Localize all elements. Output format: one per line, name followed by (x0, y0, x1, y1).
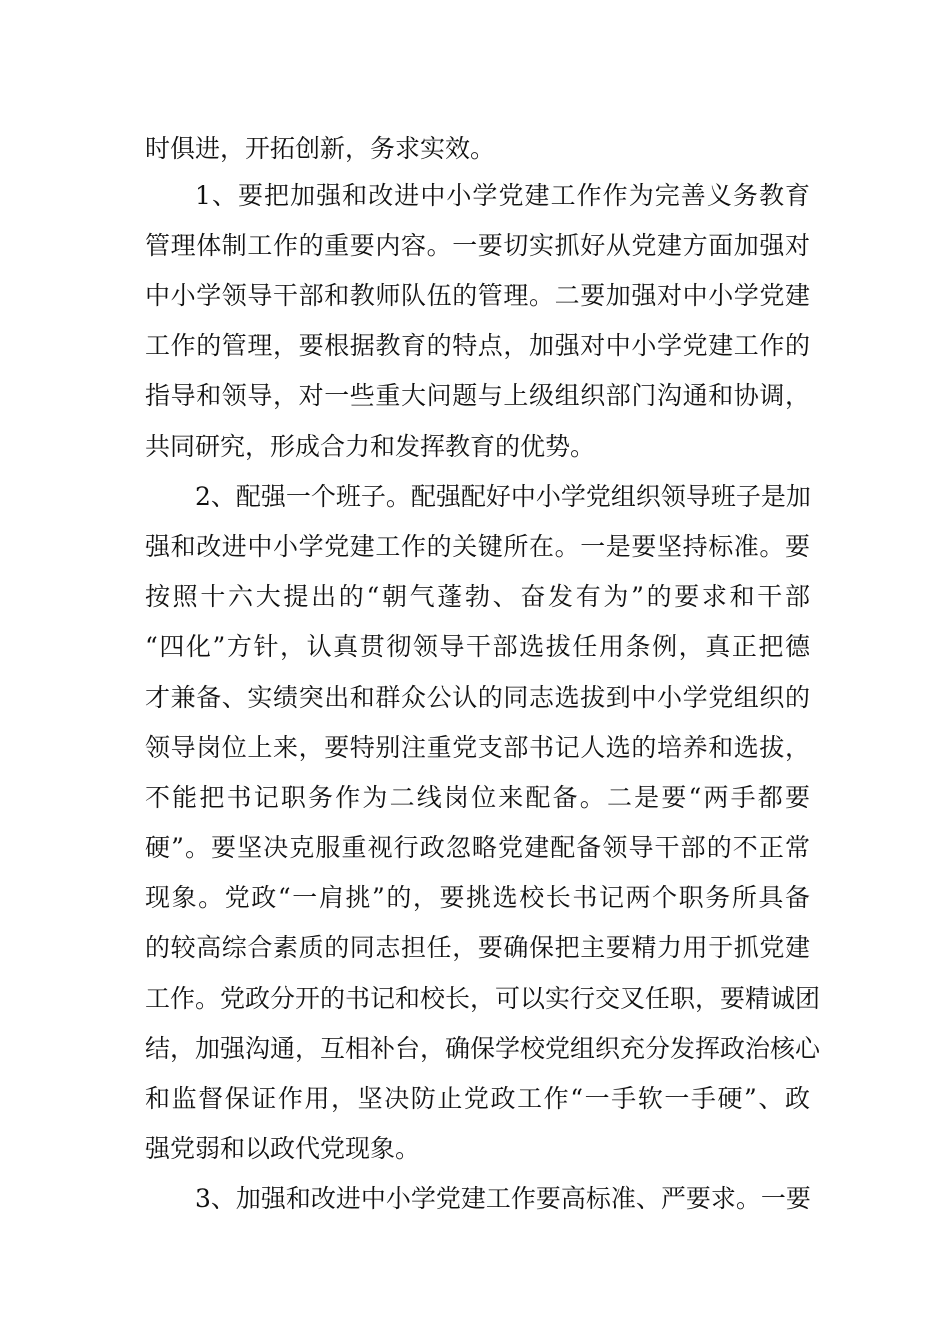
text-line: 才兼备、实绩突出和群众公认的同志选拔到中小学党组织的 (145, 683, 810, 712)
text-line: 按照十六大提出的“朝气蓬勃、奋发有为”的要求和干部 (145, 582, 810, 611)
text-line: 现象。党政“一肩挑”的，要挑选校长书记两个职务所具备 (145, 883, 810, 912)
text-line: 管理体制工作的重要内容。一要切实抓好从党建方面加强对 (145, 231, 810, 260)
text-line: 工作。党政分开的书记和校长，可以实行交叉任职，要精诚团 (145, 984, 821, 1013)
text-line: “四化”方针，认真贯彻领导干部选拔任用条例，真正把德 (145, 632, 810, 661)
text-line: 强和改进中小学党建工作的关键所在。一是要坚持标准。要 (145, 532, 810, 561)
text-line: 结，加强沟通，互相补台，确保学校党组织充分发挥政治核心 (145, 1034, 821, 1063)
text-line: 强党弱和以政代党现象。 (145, 1134, 421, 1163)
text-line: 时俱进，开拓创新，务求实效。 (145, 134, 496, 163)
text-line: 共同研究，形成合力和发挥教育的优势。 (145, 432, 596, 461)
text-line: 中小学领导干部和教师队伍的管理。二要加强对中小学党建 (145, 281, 810, 310)
text-line: 不能把书记职务作为二线岗位来配备。二是要“两手都要 (145, 783, 810, 812)
paragraph-3-first-line: 3、加强和改进中小学党建工作要高标准、严要求。一要 (195, 1184, 811, 1213)
text-line: 和监督保证作用，坚决防止党政工作“一手软一手硬”、政 (145, 1084, 810, 1113)
text-line: 硬”。要坚决克服重视行政忽略党建配备领导干部的不正常 (145, 833, 810, 862)
paragraph-1-first-line: 1、要把加强和改进中小学党建工作作为完善义务教育 (195, 181, 810, 210)
text-line: 的较高综合素质的同志担任，要确保把主要精力用于抓党建 (145, 933, 810, 962)
text-line: 工作的管理，要根据教育的特点，加强对中小学党建工作的 (145, 331, 810, 360)
text-line: 指导和领导，对一些重大问题与上级组织部门沟通和协调， (145, 381, 810, 410)
text-line: 领导岗位上来，要特别注重党支部书记人选的培养和选拔， (145, 733, 810, 762)
paragraph-2-first-line: 2、配强一个班子。配强配好中小学党组织领导班子是加 (195, 482, 811, 511)
